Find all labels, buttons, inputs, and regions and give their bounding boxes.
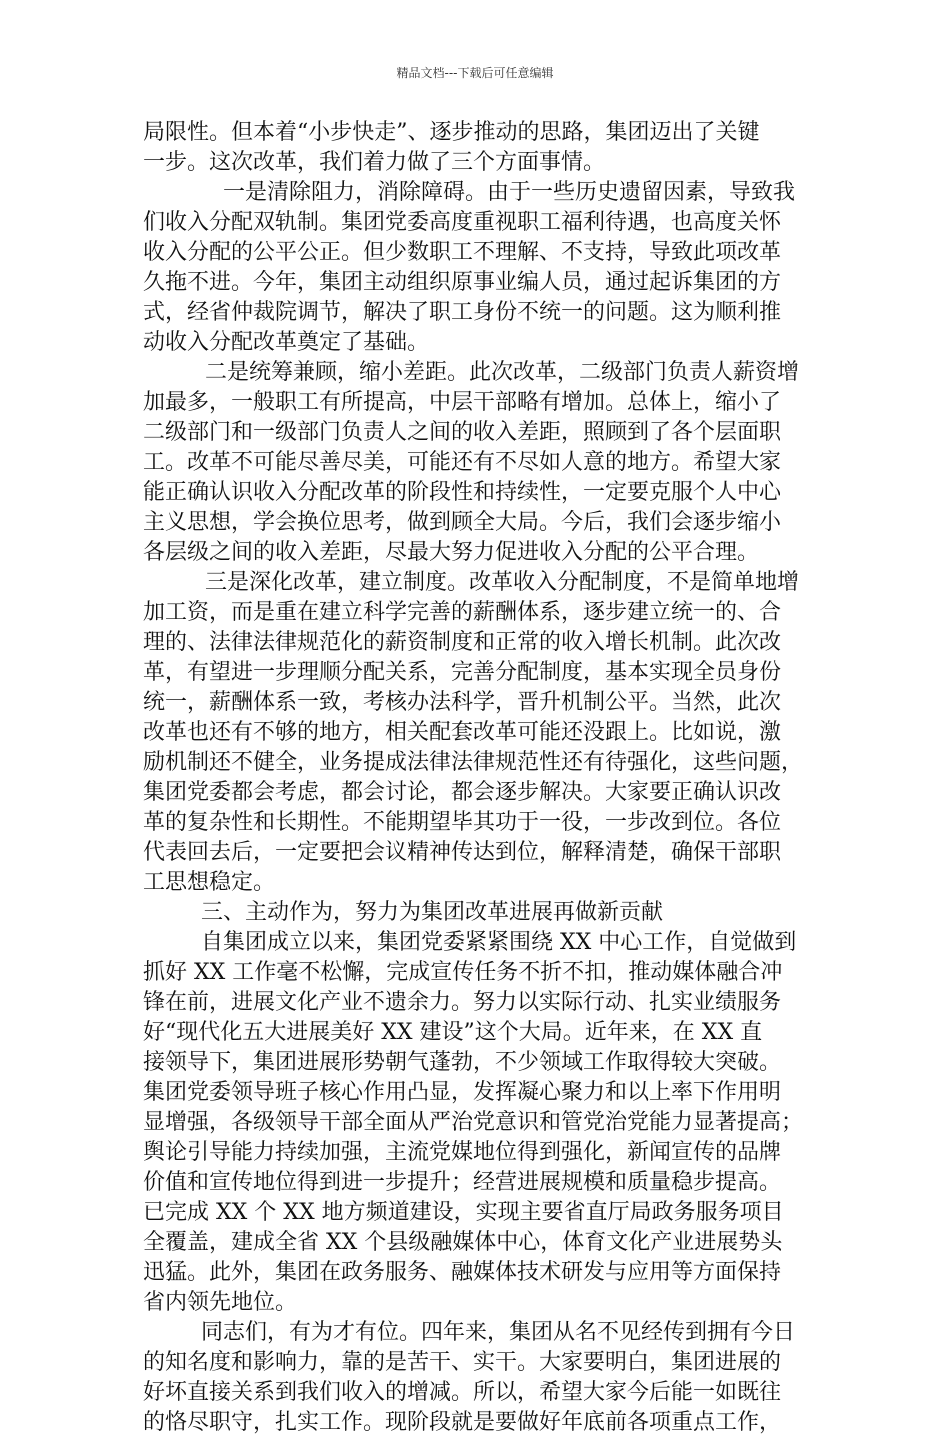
text-line: 省内领先地位。 (143, 1290, 298, 1315)
text-line: 一是清除阻力，消除障碍。由于一些历史遗留因素，导致我 (223, 180, 796, 205)
text-line: 抓好 XX 工作毫不松懈，完成宣传任务不折不扣，推动媒体融合冲 (143, 960, 783, 985)
text-line: 各层级之间的收入差距，尽最大努力促进收入分配的公平合理。 (143, 540, 760, 565)
text-line: 代表回去后，一定要把会议精神传达到位，解释清楚，确保干部职 (143, 840, 782, 865)
text-line: 局限性。但本着“小步快走”、逐步推动的思路，集团迈出了关键 (143, 120, 760, 145)
text-line: 舆论引导能力持续加强，主流党媒地位得到强化，新闻宣传的品牌 (143, 1140, 782, 1165)
text-line: 能正确认识收入分配改革的阶段性和持续性，一定要克服个人中心 (143, 480, 782, 505)
text-line: 同志们，有为才有位。四年来，集团从名不见经传到拥有今日 (201, 1320, 796, 1345)
document-body (143, 118, 823, 1438)
text-line: 已完成 XX 个 XX 地方频道建设，实现主要省直厅局政务服务项目 (143, 1200, 784, 1225)
text-line: 接领导下，集团进展形势朝气蓬勃，不少领域工作取得较大突破。 (143, 1050, 782, 1075)
text-line: 自集团成立以来，集团党委紧紧围绕 XX 中心工作，自觉做到 (201, 930, 797, 955)
text-line: 统一，薪酬体系一致，考核办法科学，晋升机制公平。当然，此次 (143, 690, 782, 715)
text-line: 理的、法律法律规范化的薪资制度和正常的收入增长机制。此次改 (143, 630, 782, 655)
text-line: 工思想稳定。 (143, 870, 276, 895)
text-line: 的知名度和影响力，靠的是苦干、实干。大家要明白，集团进展的 (143, 1350, 782, 1375)
text-line: 锋在前，进展文化产业不遗余力。努力以实际行动、扎实业绩服务 (143, 990, 782, 1015)
text-line: 久拖不进。今年，集团主动组织原事业编人员，通过起诉集团的方 (143, 270, 782, 295)
text-line: 二级部门和一级部门负责人之间的收入差距，照顾到了各个层面职 (143, 420, 782, 445)
text-line: 动收入分配改革奠定了基础。 (143, 330, 430, 355)
text-line: 们收入分配双轨制。集团党委高度重视职工福利待遇，也高度关怀 (143, 210, 782, 235)
text-line: 迅猛。此外，集团在政务服务、融媒体技术研发与应用等方面保持 (143, 1260, 782, 1285)
text-line: 二是统筹兼顾，缩小差距。此次改革，二级部门负责人薪资增 (205, 360, 800, 385)
text-line: 式，经省仲裁院调节，解决了职工身份不统一的问题。这为顺利推 (143, 300, 782, 325)
text-line: 加工资，而是重在建立科学完善的薪酬体系，逐步建立统一的、合 (143, 600, 782, 625)
text-line: 的恪尽职守，扎实工作。现阶段就是要做好年底前各项重点工作， (143, 1410, 782, 1435)
text-line: 加最多，一般职工有所提高，中层干部略有增加。总体上，缩小了 (143, 390, 782, 415)
text-line: 好“现代化五大进展美好 XX 建设”这个大局。近年来，在 XX 直 (143, 1020, 763, 1045)
text-line: 主义思想，学会换位思考，做到顾全大局。今后，我们会逐步缩小 (143, 510, 782, 535)
text-line: 好坏直接关系到我们收入的增减。所以，希望大家今后能一如既往 (143, 1380, 782, 1405)
text-line: 全覆盖，建成全省 XX 个县级融媒体中心，体育文化产业进展势头 (143, 1230, 783, 1255)
text-line: 励机制还不健全，业务提成法律法律规范性还有待强化，这些问题， (143, 750, 804, 775)
text-line: 革，有望进一步理顺分配关系，完善分配制度，基本实现全员身份 (143, 660, 782, 685)
text-line: 革的复杂性和长期性。不能期望毕其功于一役，一步改到位。各位 (143, 810, 782, 835)
text-line: 集团党委都会考虑，都会讨论，都会逐步解决。大家要正确认识改 (143, 780, 782, 805)
text-line: 一步。这次改革，我们着力做了三个方面事情。 (143, 150, 606, 175)
text-line: 工。改革不可能尽善尽美，可能还有不尽如人意的地方。希望大家 (143, 450, 782, 475)
text-line: 集团党委领导班子核心作用凸显，发挥凝心聚力和以上率下作用明 (143, 1080, 782, 1105)
text-line: 三、主动作为，努力为集团改革进展再做新贡献 (201, 900, 664, 925)
text-line: 显增强，各级领导干部全面从严治党意识和管党治党能力显著提高； (143, 1110, 804, 1135)
text-line: 改革也还有不够的地方，相关配套改革可能还没跟上。比如说，激 (143, 720, 782, 745)
page-header: 精品文档---下载后可任意编辑 (396, 66, 554, 80)
text-line: 三是深化改革，建立制度。改革收入分配制度，不是简单地增 (205, 570, 800, 595)
text-line: 价值和宣传地位得到进一步提升；经营进展规模和质量稳步提高。 (143, 1170, 782, 1195)
text-line: 收入分配的公平公正。但少数职工不理解、不支持，导致此项改革 (143, 240, 782, 265)
